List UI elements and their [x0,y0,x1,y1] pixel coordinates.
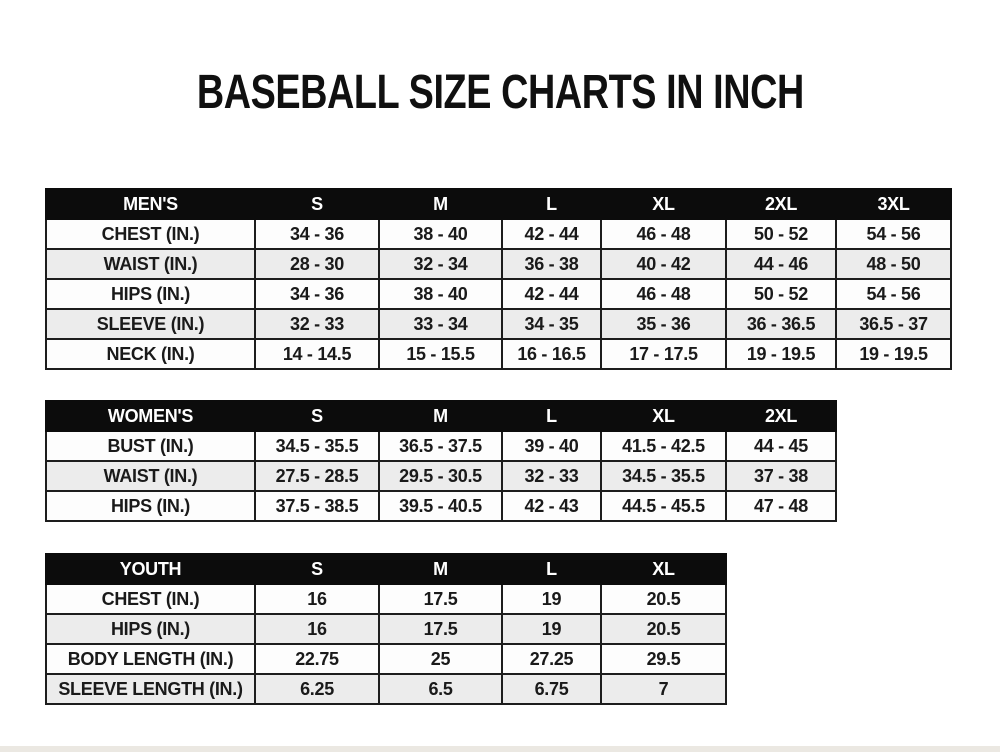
size-value-cell: 7 [601,674,726,704]
size-header-cell: L [502,401,601,431]
size-value-cell: 28 - 30 [255,249,379,279]
size-value-cell: 50 - 52 [726,279,836,309]
size-value-cell: 16 [255,614,379,644]
row-label: SLEEVE (IN.) [46,309,255,339]
size-header-cell: M [379,401,502,431]
size-table-youth [45,553,727,705]
size-header-cell: L [502,189,601,219]
size-value-cell: 40 - 42 [601,249,726,279]
row-label: SLEEVE LENGTH (IN.) [46,674,255,704]
scan-edge-artifact [0,746,1000,752]
size-value-cell: 34 - 35 [502,309,601,339]
table-row [46,491,836,521]
table-row [46,614,726,644]
size-value-cell: 34 - 36 [255,279,379,309]
size-header-cell: 2XL [726,401,836,431]
size-value-cell: 14 - 14.5 [255,339,379,369]
header-row-womens [46,401,836,431]
size-value-cell: 37.5 - 38.5 [255,491,379,521]
page-title-text: BASEBALL SIZE CHARTS IN INCH [196,63,804,119]
size-header-cell: XL [601,401,726,431]
size-value-cell: 42 - 43 [502,491,601,521]
row-label: WAIST (IN.) [46,249,255,279]
size-value-cell: 44.5 - 45.5 [601,491,726,521]
table-row [46,249,951,279]
size-value-cell: 16 [255,584,379,614]
table-title-cell: WOMEN'S [46,401,255,431]
size-value-cell: 36.5 - 37 [836,309,951,339]
table-title-cell: MEN'S [46,189,255,219]
table-title-cell: YOUTH [46,554,255,584]
size-value-cell: 17.5 [379,614,502,644]
size-value-cell: 27.5 - 28.5 [255,461,379,491]
size-header-cell: XL [601,189,726,219]
size-value-cell: 54 - 56 [836,279,951,309]
size-value-cell: 44 - 45 [726,431,836,461]
row-label: BODY LENGTH (IN.) [46,644,255,674]
size-table-womens [45,400,837,522]
size-value-cell: 16 - 16.5 [502,339,601,369]
size-value-cell: 6.5 [379,674,502,704]
row-label: NECK (IN.) [46,339,255,369]
size-value-cell: 36 - 38 [502,249,601,279]
table-row [46,584,726,614]
header-row-youth [46,554,726,584]
size-value-cell: 33 - 34 [379,309,502,339]
size-value-cell: 34 - 36 [255,219,379,249]
table-row [46,219,951,249]
size-value-cell: 32 - 34 [379,249,502,279]
row-label: HIPS (IN.) [46,614,255,644]
size-value-cell: 42 - 44 [502,219,601,249]
size-value-cell: 48 - 50 [836,249,951,279]
size-value-cell: 41.5 - 42.5 [601,431,726,461]
size-value-cell: 50 - 52 [726,219,836,249]
size-value-cell: 19 - 19.5 [836,339,951,369]
table-row [46,339,951,369]
table-row [46,674,726,704]
size-value-cell: 38 - 40 [379,219,502,249]
table-row [46,461,836,491]
row-label: CHEST (IN.) [46,584,255,614]
size-value-cell: 39.5 - 40.5 [379,491,502,521]
row-label: HIPS (IN.) [46,279,255,309]
size-value-cell: 29.5 [601,644,726,674]
page-title [0,63,1000,119]
size-value-cell: 54 - 56 [836,219,951,249]
size-header-cell: M [379,554,502,584]
size-value-cell: 19 [502,614,601,644]
size-value-cell: 15 - 15.5 [379,339,502,369]
size-header-cell: 2XL [726,189,836,219]
row-label: WAIST (IN.) [46,461,255,491]
size-value-cell: 20.5 [601,584,726,614]
table-row [46,644,726,674]
size-header-cell: 3XL [836,189,951,219]
header-row-mens [46,189,951,219]
size-value-cell: 36 - 36.5 [726,309,836,339]
row-label: CHEST (IN.) [46,219,255,249]
size-value-cell: 6.75 [502,674,601,704]
size-value-cell: 32 - 33 [255,309,379,339]
size-value-cell: 32 - 33 [502,461,601,491]
table-row [46,431,836,461]
size-value-cell: 27.25 [502,644,601,674]
size-value-cell: 38 - 40 [379,279,502,309]
row-label: BUST (IN.) [46,431,255,461]
size-value-cell: 34.5 - 35.5 [255,431,379,461]
size-value-cell: 46 - 48 [601,279,726,309]
size-header-cell: S [255,401,379,431]
size-value-cell: 36.5 - 37.5 [379,431,502,461]
table-row [46,279,951,309]
size-header-cell: S [255,554,379,584]
size-value-cell: 42 - 44 [502,279,601,309]
size-value-cell: 22.75 [255,644,379,674]
size-value-cell: 39 - 40 [502,431,601,461]
size-value-cell: 17.5 [379,584,502,614]
size-value-cell: 6.25 [255,674,379,704]
size-header-cell: L [502,554,601,584]
size-value-cell: 17 - 17.5 [601,339,726,369]
size-value-cell: 29.5 - 30.5 [379,461,502,491]
size-header-cell: M [379,189,502,219]
size-value-cell: 44 - 46 [726,249,836,279]
size-value-cell: 34.5 - 35.5 [601,461,726,491]
size-value-cell: 37 - 38 [726,461,836,491]
size-value-cell: 20.5 [601,614,726,644]
size-table-mens [45,188,952,370]
row-label: HIPS (IN.) [46,491,255,521]
size-value-cell: 47 - 48 [726,491,836,521]
size-header-cell: XL [601,554,726,584]
size-value-cell: 19 [502,584,601,614]
size-value-cell: 46 - 48 [601,219,726,249]
table-row [46,309,951,339]
size-value-cell: 35 - 36 [601,309,726,339]
size-value-cell: 25 [379,644,502,674]
size-value-cell: 19 - 19.5 [726,339,836,369]
size-header-cell: S [255,189,379,219]
